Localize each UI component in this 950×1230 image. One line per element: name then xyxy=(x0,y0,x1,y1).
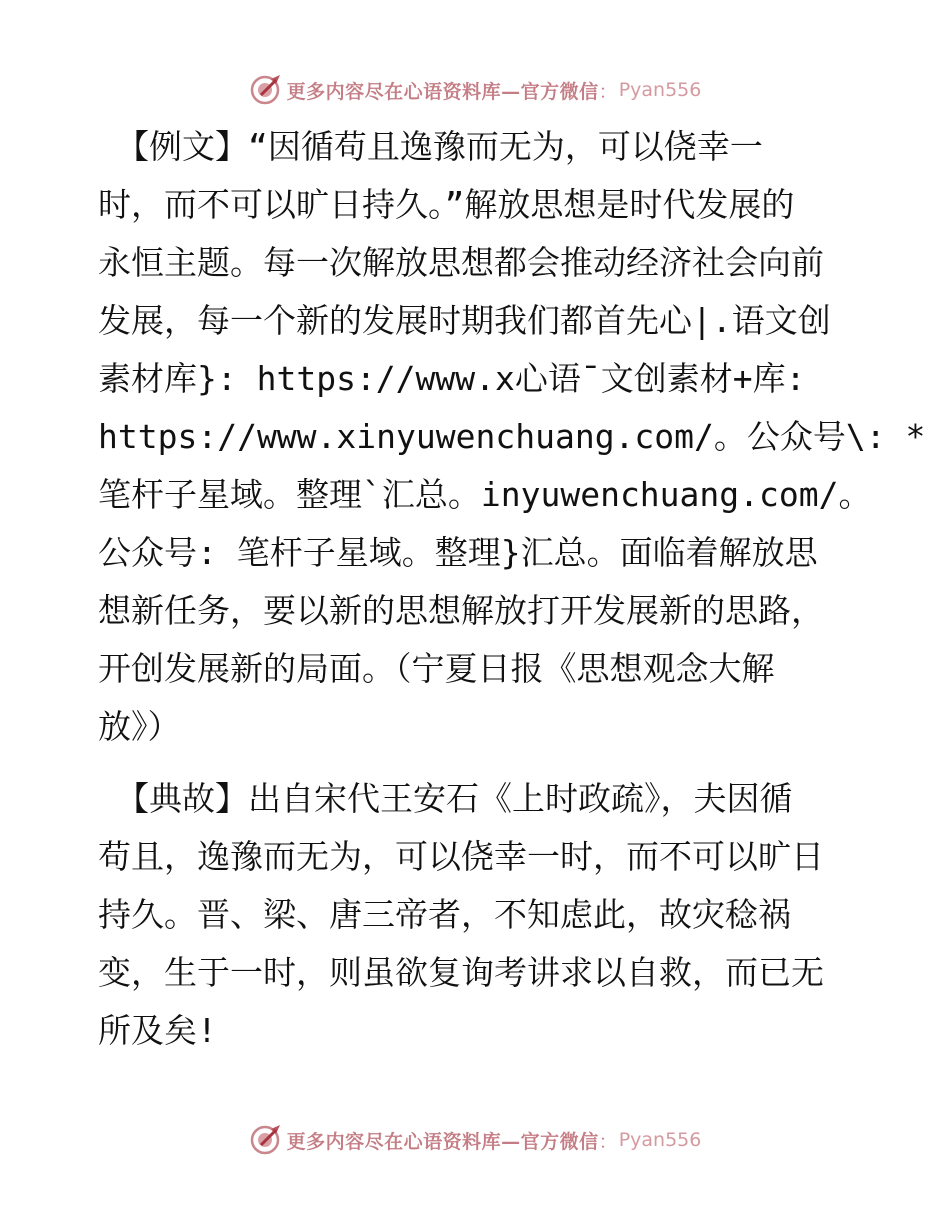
pen-logo-icon xyxy=(249,73,283,107)
allusion-paragraph xyxy=(98,770,858,1060)
footer-brand-text: 更多内容尽在心语资料库—官方微信 xyxy=(286,1130,599,1153)
allusion-line: 【典故】出自宋代王安石《上时政疏》，夫因循 xyxy=(116,779,793,818)
example-line: 公众号: 笔杆子星域。整理}汇总。面临着解放思 xyxy=(98,533,818,572)
footer-banner xyxy=(0,1120,950,1160)
example-line: 永恒主题。每一次解放思想都会推动经济社会向前 xyxy=(98,243,824,282)
allusion-line: 变，生于一时，则虽欲复询考讲求以自救，而已无 xyxy=(98,953,824,992)
allusion-line: 苟且，逸豫而无为，可以侥幸一时，而不可以旷日 xyxy=(98,837,824,876)
example-line: https://www.xinyuwenchuang.com/。公众号\: * xyxy=(98,417,926,456)
header-banner xyxy=(0,70,950,110)
footer-wechat-id: Pyan556 xyxy=(618,1129,702,1151)
allusion-line: 持久。晋、梁、唐三帝者，不知虑此，故灾稔祸 xyxy=(98,895,791,934)
example-line: 笔杆子星域。整理`汇总。inyuwenchuang.com/。 xyxy=(98,475,872,514)
example-line: 发展，每一个新的发展时期我们都首先心|.语文创 xyxy=(98,301,831,340)
example-line: 开创发展新的局面。（宁夏日报《思想观念大解 xyxy=(98,649,775,688)
header-brand-text: 更多内容尽在心语资料库—官方微信 xyxy=(286,80,599,103)
example-line: 素材库}: https://www.x心语¯文创素材+库: xyxy=(98,359,806,398)
example-line: 【例文】“因循苟且逸豫而无为，可以侥幸一 xyxy=(116,127,763,166)
example-line: 想新任务，要以新的思想解放打开发展新的思路， xyxy=(98,591,824,630)
example-paragraph xyxy=(98,118,926,756)
example-line: 时，而不可以旷日持久。”解放思想是时代发展的 xyxy=(98,185,795,224)
allusion-line: 所及矣! xyxy=(98,1011,217,1050)
pen-logo-icon xyxy=(249,1123,283,1157)
header-separator: ： xyxy=(598,80,619,103)
footer-separator: ： xyxy=(598,1130,619,1153)
article-body xyxy=(98,118,926,1060)
header-wechat-id: Pyan556 xyxy=(618,79,702,101)
example-line: 放》） xyxy=(98,707,181,746)
